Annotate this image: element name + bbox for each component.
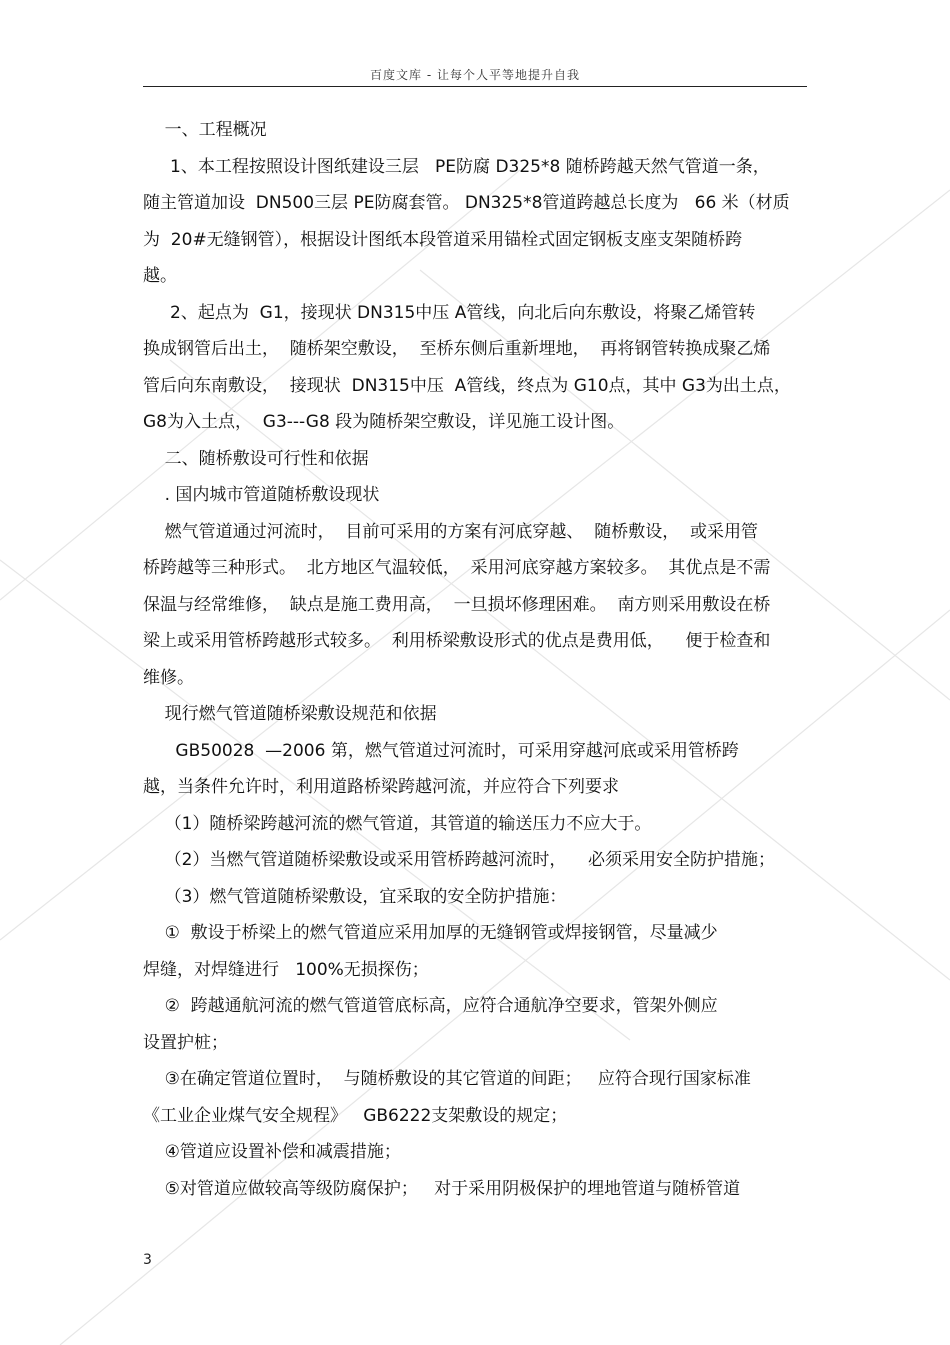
text-line: 燃气管道通过河流时， 目前可采用的方案有河底穿越、 随桥敷设， 或采用管 xyxy=(143,521,759,542)
text-line: ⑤对管道应做较高等级防腐保护； 对于采用阴极保护的埋地管道与随桥管道 xyxy=(143,1178,741,1199)
text-line: 2、起点为 G1，接现状 DN315中压 A管线，向北后向东敷设，将聚乙烯管转 xyxy=(143,302,756,323)
text-line: G8为入土点， G3---G8 段为随桥架空敷设，详见施工设计图。 xyxy=(143,412,625,432)
text-line: 《工业企业煤气安全规程》 GB6222支架敷设的规定； xyxy=(143,1105,568,1126)
text-line: ① 敷设于桥梁上的燃气管道应采用加厚的无缝钢管或焊接钢管，尽量减少 xyxy=(143,923,718,943)
text-line: 现行燃气管道随桥梁敷设规范和依据 xyxy=(143,704,437,724)
header-rule xyxy=(143,86,807,87)
text-line: 换成钢管后出土， 随桥架空敷设， 至桥东侧后重新埋地， 再将钢管转换成聚乙烯 xyxy=(143,339,771,359)
text-line: 维修。 xyxy=(143,667,194,688)
text-line: 二、随桥敷设可行性和依据 xyxy=(143,448,369,469)
text-line: 为 20#无缝钢管），根据设计图纸本段管道采用锚栓式固定钢板支座支架随桥跨 xyxy=(143,229,743,250)
text-line: 设置护桩； xyxy=(143,1032,228,1053)
text-line: 越，当条件允许时，利用道路桥梁跨越河流，并应符合下列要求 xyxy=(143,777,619,797)
text-line: 管后向东南敷设， 接现状 DN315中压 A管线，终点为 G10点，其中 G3为出土点， xyxy=(143,375,791,396)
text-line: 一、工程概况 xyxy=(143,120,267,140)
text-line: GB50028 —2006 第，燃气管道过河流时，可采用穿越河底或采用管桥跨 xyxy=(143,740,739,761)
text-line: （2）当燃气管道随桥梁敷设或采用管桥跨越河流时， 必须采用安全防护措施； xyxy=(143,850,776,870)
text-line: 焊缝，对焊缝进行 100%无损探伤； xyxy=(143,959,429,980)
text-line: ③在确定管道位置时， 与随桥敷设的其它管道的间距； 应符合现行国家标准 xyxy=(143,1069,751,1089)
text-line: 桥跨越等三种形式。 北方地区气温较低， 采用河底穿越方案较多。 其优点是不需 xyxy=(143,558,771,578)
text-line: 1、本工程按照设计图纸建设三层 PE防腐 D325*8 随桥跨越天然气管道一条， xyxy=(143,156,770,177)
text-line: 随主管道加设 DN500三层 PE防腐套管。 DN325*8管道跨越总长度为 66 米（材质 xyxy=(143,193,790,213)
text-line: （1）随桥梁跨越河流的燃气管道，其管道的输送压力不应大于。 xyxy=(143,813,652,834)
text-line: 越。 xyxy=(143,266,177,286)
text-line: 保温与经常维修， 缺点是施工费用高， 一旦损坏修理困难。 南方则采用敷设在桥 xyxy=(143,594,771,615)
page-header: 百度文库 - 让每个人平等地提升自我 xyxy=(370,68,580,82)
text-line: ④管道应设置补偿和减震措施； xyxy=(143,1142,401,1162)
page-number: 3 xyxy=(143,1252,152,1268)
text-line: （3）燃气管道随桥梁敷设，宜采取的安全防护措施： xyxy=(143,886,567,907)
text-line: . 国内城市管道随桥敷设现状 xyxy=(143,485,380,505)
text-line: ② 跨越通航河流的燃气管道管底标高，应符合通航净空要求，管架外侧应 xyxy=(143,996,718,1016)
text-line: 梁上或采用管桥跨越形式较多。 利用桥梁敷设形式的优点是费用低， 便于检查和 xyxy=(143,631,771,651)
document-body xyxy=(143,112,807,1207)
